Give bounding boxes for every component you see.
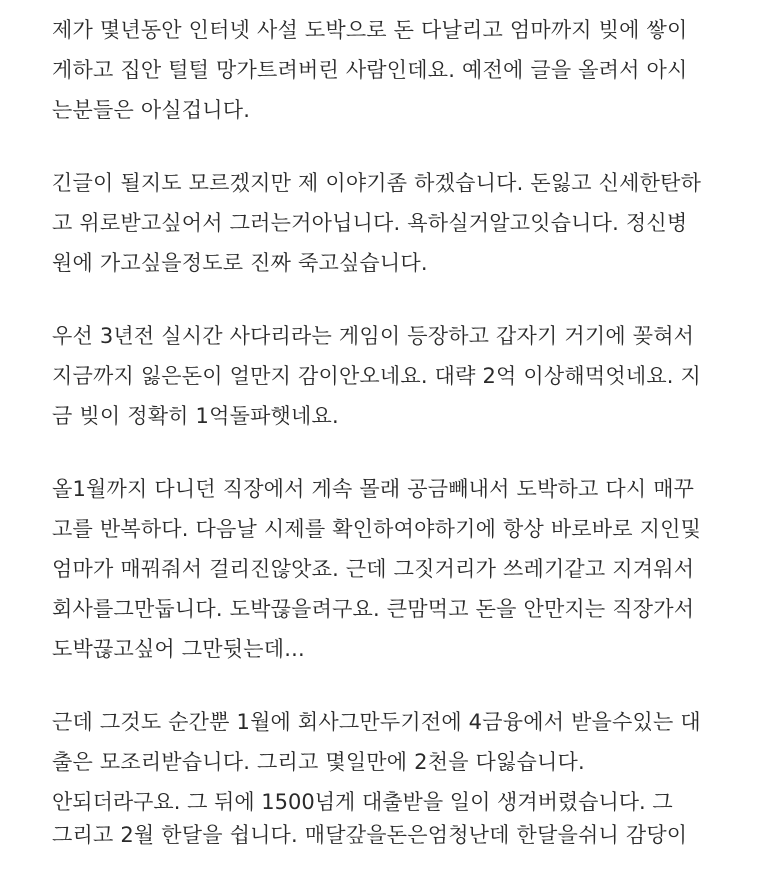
text-line: 게하고 집안 털털 망가트려버린 사람인데요. 예전에 글을 올려서 아시 [52, 58, 688, 82]
text-line: 제가 몇년동안 인터넷 사설 도박으로 돈 다날리고 엄마까지 빚에 쌓이 [52, 18, 688, 42]
text-line: 회사를그만둡니다. 도박끊을려구요. 큰맘먹고 돈을 안만지는 직장가서 [52, 597, 695, 621]
text-line: 지금까지 잃은돈이 얼만지 감이안오네요. 대략 2억 이상해먹엇네요. 지 [52, 364, 702, 388]
text-line: 도박끊고싶어 그만뒷는데... [52, 637, 305, 661]
cutoff-text-line: 안되더라구요. 그 뒤에 1500넘게 대출받을 일이 생겨버렸습니다. 그 [52, 790, 673, 814]
text-line: 올1월까지 다니던 직장에서 게속 몰래 공금빼내서 도박하고 다시 매꾸 [52, 477, 695, 501]
text-line: 출은 모조리받습니다. 그리고 몇일만에 2천을 다잃습니다. [52, 750, 585, 774]
paragraph [52, 163, 722, 283]
text-line: 긴글이 될지도 모르겠지만 제 이야기좀 하겠습니다. 돈잃고 신세한탄하 [52, 171, 702, 195]
paragraph [52, 10, 722, 130]
paragraph [52, 469, 722, 669]
text-line: 고를 반복하다. 다음날 시제를 확인하여야하기에 항상 바로바로 지인및 [52, 517, 702, 541]
text-line: 근데 그것도 순간뿐 1월에 회사그만두기전에 4금융에서 받을수있는 대 [52, 710, 701, 734]
text-line: 엄마가 매꿔줘서 걸리진않앗죠. 근데 그짓거리가 쓰레기같고 지겨워서 [52, 557, 695, 581]
text-line: 그리고 2월 한달을 쉽니다. 매달갚을돈은엄청난데 한달을쉬니 감당이 [52, 823, 688, 847]
text-line: 원에 가고싶을정도로 진짜 죽고싶습니다. [52, 251, 428, 275]
paragraph [52, 316, 722, 436]
text-line: 는분들은 아실겁니다. [52, 98, 251, 122]
text-line: 고 위로받고싶어서 그러는거아닙니다. 욕하실거알고잇습니다. 정신병 [52, 211, 688, 235]
text-line: 금 빚이 정확히 1억돌파햇네요. [52, 404, 339, 428]
post-body [52, 10, 722, 888]
paragraph [52, 702, 722, 782]
text-line: 우선 3년전 실시간 사다리라는 게임이 등장하고 갑자기 거기에 꽂혀서 [52, 324, 695, 348]
cutoff-text-region [0, 776, 760, 814]
